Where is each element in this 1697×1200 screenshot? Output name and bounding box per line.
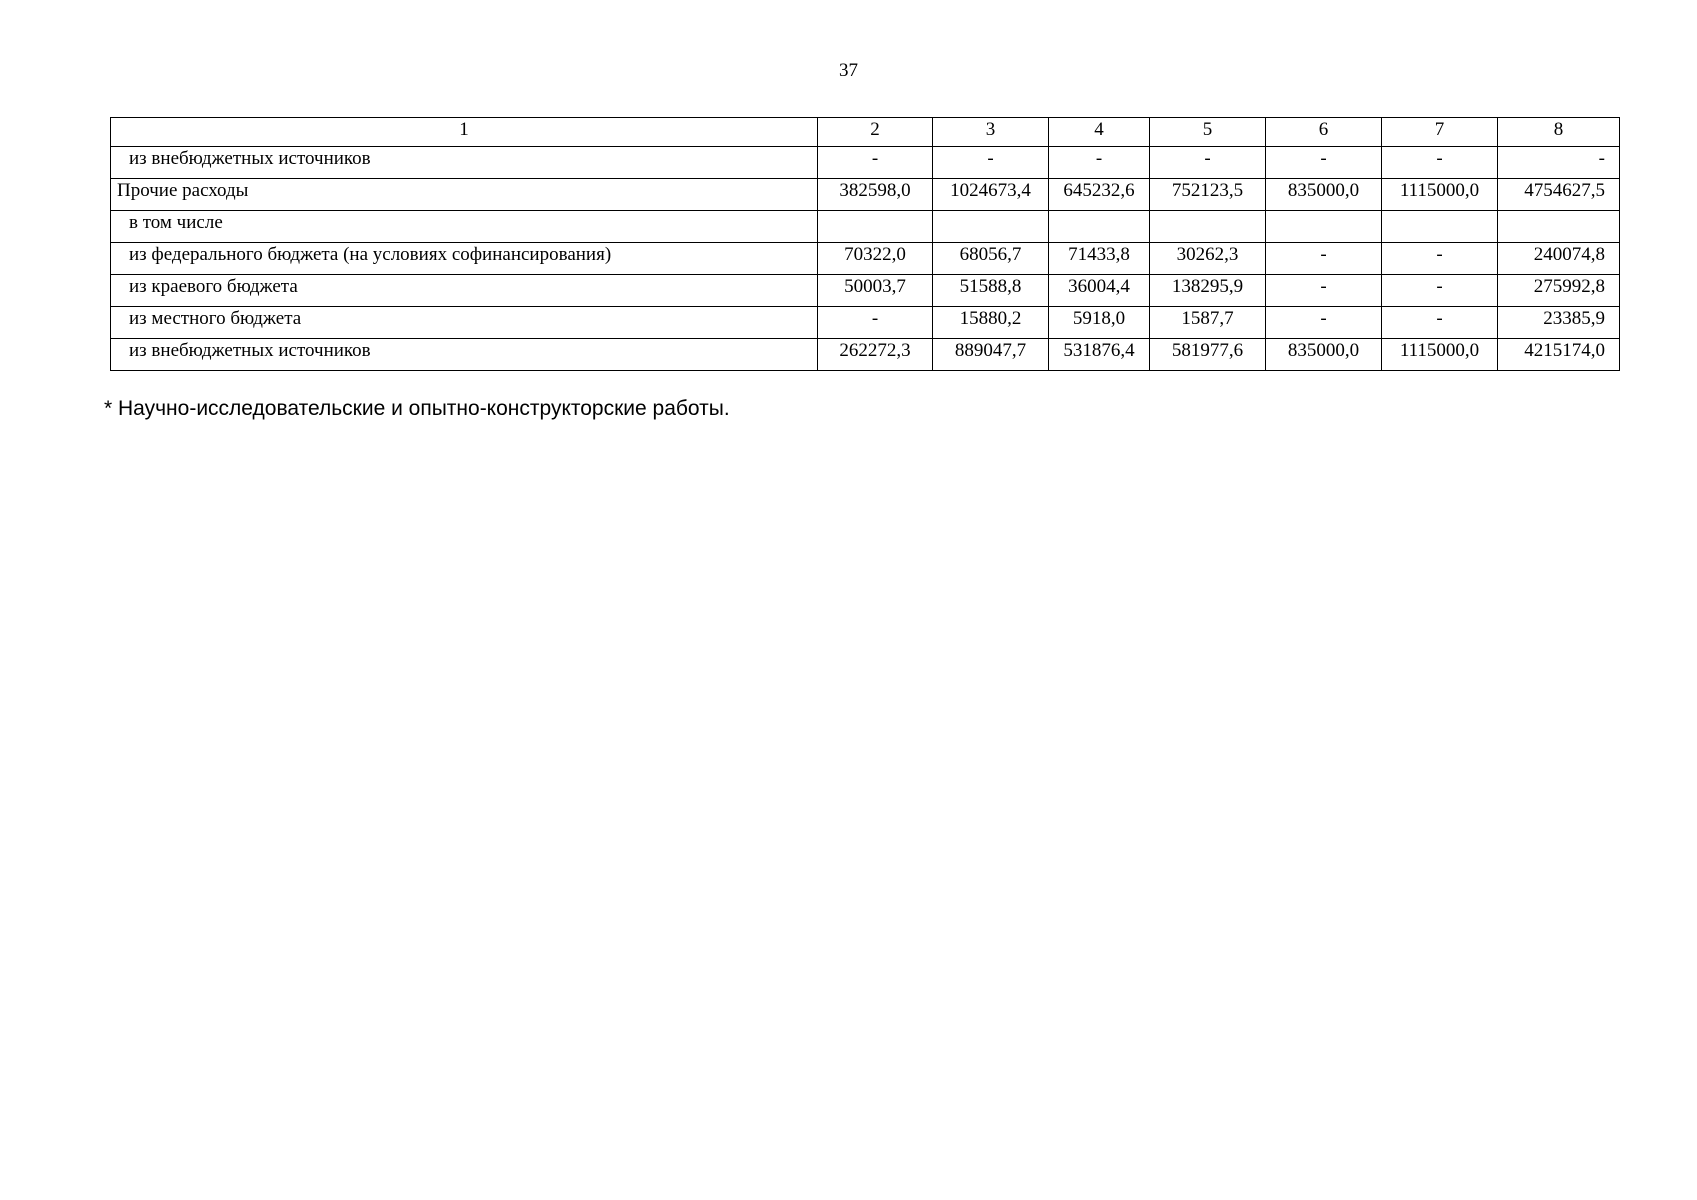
table-cell: 1587,7 <box>1150 307 1266 339</box>
table-cell: - <box>1049 147 1150 179</box>
table-cell: 835000,0 <box>1266 179 1382 211</box>
row-label: из внебюджетных источников <box>111 339 818 371</box>
table-cell: 240074,8 <box>1498 243 1620 275</box>
table-cell: 531876,4 <box>1049 339 1150 371</box>
table-cell: 4215174,0 <box>1498 339 1620 371</box>
table-cell: 51588,8 <box>933 275 1049 307</box>
table-cell: 23385,9 <box>1498 307 1620 339</box>
table-cell <box>1498 211 1620 243</box>
table-cell: 5918,0 <box>1049 307 1150 339</box>
table-cell: - <box>1266 147 1382 179</box>
table-cell: 382598,0 <box>818 179 933 211</box>
table-cell: - <box>933 147 1049 179</box>
table-cell: 1115000,0 <box>1382 179 1498 211</box>
column-header: 7 <box>1382 118 1498 147</box>
table-row <box>111 211 1620 243</box>
page-number: 37 <box>839 60 858 81</box>
table-row <box>111 275 1620 307</box>
row-label: из краевого бюджета <box>111 275 818 307</box>
row-label: из внебюджетных источников <box>111 147 818 179</box>
table-row <box>111 307 1620 339</box>
column-header: 4 <box>1049 118 1150 147</box>
row-label: из местного бюджета <box>111 307 818 339</box>
table-body <box>111 118 1620 371</box>
table-row <box>111 339 1620 371</box>
table-cell: 36004,4 <box>1049 275 1150 307</box>
table-cell: 138295,9 <box>1150 275 1266 307</box>
column-header: 3 <box>933 118 1049 147</box>
table-cell: - <box>1266 275 1382 307</box>
table-cell <box>818 211 933 243</box>
table-cell: - <box>1382 243 1498 275</box>
column-header: 2 <box>818 118 933 147</box>
table-cell: 70322,0 <box>818 243 933 275</box>
footnote: * Научно-исследовательские и опытно-конструкторские работы. <box>104 397 730 420</box>
table-row <box>111 147 1620 179</box>
table-cell: 1115000,0 <box>1382 339 1498 371</box>
table-cell <box>933 211 1049 243</box>
table-cell: 275992,8 <box>1498 275 1620 307</box>
table-row <box>111 243 1620 275</box>
table-cell <box>1266 211 1382 243</box>
table-cell <box>1150 211 1266 243</box>
table-cell: 1024673,4 <box>933 179 1049 211</box>
table-cell: - <box>1498 147 1620 179</box>
table-cell: 752123,5 <box>1150 179 1266 211</box>
table-cell: 889047,7 <box>933 339 1049 371</box>
column-header: 6 <box>1266 118 1382 147</box>
budget-table <box>110 117 1620 371</box>
table-cell: - <box>1150 147 1266 179</box>
table-cell: 645232,6 <box>1049 179 1150 211</box>
table-row <box>111 179 1620 211</box>
table-cell: - <box>1382 147 1498 179</box>
table-cell: - <box>1266 307 1382 339</box>
table-cell: 30262,3 <box>1150 243 1266 275</box>
table-cell: - <box>818 147 933 179</box>
table-cell: 68056,7 <box>933 243 1049 275</box>
table-cell <box>1049 211 1150 243</box>
row-label: в том числе <box>111 211 818 243</box>
table-cell: - <box>1382 275 1498 307</box>
table-cell: 71433,8 <box>1049 243 1150 275</box>
table-cell: - <box>1266 243 1382 275</box>
table-header-row <box>111 118 1620 147</box>
row-label: из федерального бюджета (на условиях софинансирования) <box>111 243 818 275</box>
table-cell: - <box>1382 307 1498 339</box>
table-cell: 835000,0 <box>1266 339 1382 371</box>
table-cell: 581977,6 <box>1150 339 1266 371</box>
table-cell: 15880,2 <box>933 307 1049 339</box>
table-cell: 50003,7 <box>818 275 933 307</box>
row-label: Прочие расходы <box>111 179 818 211</box>
column-header: 8 <box>1498 118 1620 147</box>
table-cell: - <box>818 307 933 339</box>
column-header: 5 <box>1150 118 1266 147</box>
column-header: 1 <box>111 118 818 147</box>
table-cell: 262272,3 <box>818 339 933 371</box>
table-cell <box>1382 211 1498 243</box>
table-cell: 4754627,5 <box>1498 179 1620 211</box>
